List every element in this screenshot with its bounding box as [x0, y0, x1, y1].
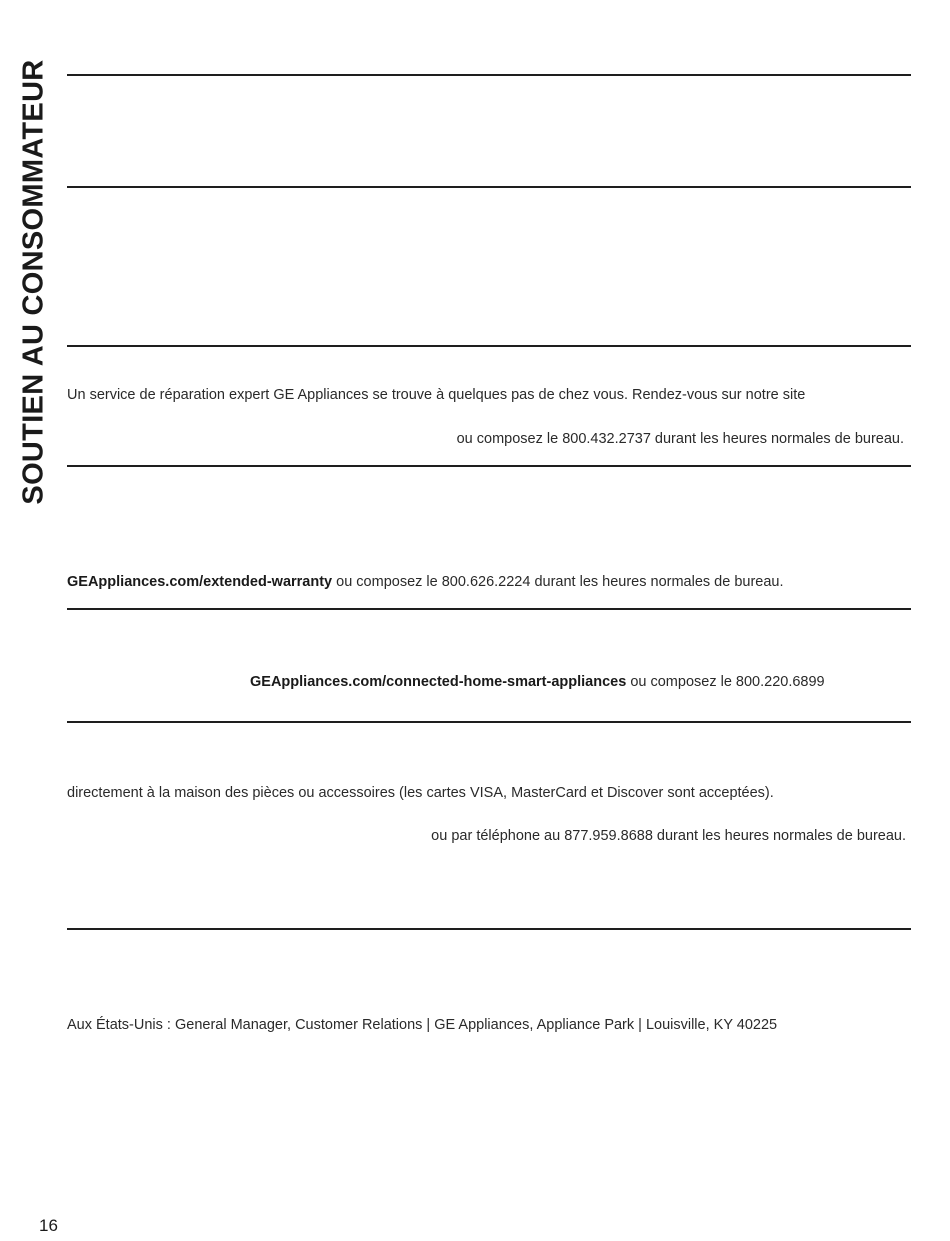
contact-address: Aux États-Unis : General Manager, Customer Relations | GE Appliances, Appliance Park | Louisville, KY 40225 — [67, 1017, 778, 1033]
repair-phone-text: ou composez le 800.432.2737 durant les heures normales de bureau. — [456, 431, 904, 447]
section-divider — [67, 345, 911, 347]
connected-line — [250, 674, 825, 690]
parts-text: directement à la maison des pièces ou accessoires (les cartes VISA, MasterCard et Discover sont acceptées). — [67, 785, 774, 801]
section-divider — [67, 928, 911, 930]
section-divider — [67, 74, 911, 76]
extended-warranty-link[interactable]: GEAppliances.com/extended-warranty — [67, 574, 333, 590]
connected-phone-text: ou composez le 800.220.6899 — [626, 674, 825, 690]
section-divider — [67, 465, 911, 467]
warranty-phone-text: ou composez le 800.626.2224 durant les heures normales de bureau. — [332, 574, 784, 590]
sidebar-title: SOUTIEN AU CONSOMMATEUR — [17, 59, 50, 505]
connected-home-link[interactable]: GEAppliances.com/connected-home-smart-appliances — [250, 674, 627, 690]
section-divider — [67, 608, 911, 610]
warranty-line — [67, 574, 784, 590]
section-divider — [67, 186, 911, 188]
page-number: 16 — [39, 1216, 58, 1235]
repair-text: Un service de réparation expert GE Appliances se trouve à quelques pas de chez vous. Rendez-vous sur notre site — [67, 387, 806, 403]
parts-phone-text: ou par téléphone au 877.959.8688 durant les heures normales de bureau. — [431, 828, 906, 844]
section-divider — [67, 721, 911, 723]
